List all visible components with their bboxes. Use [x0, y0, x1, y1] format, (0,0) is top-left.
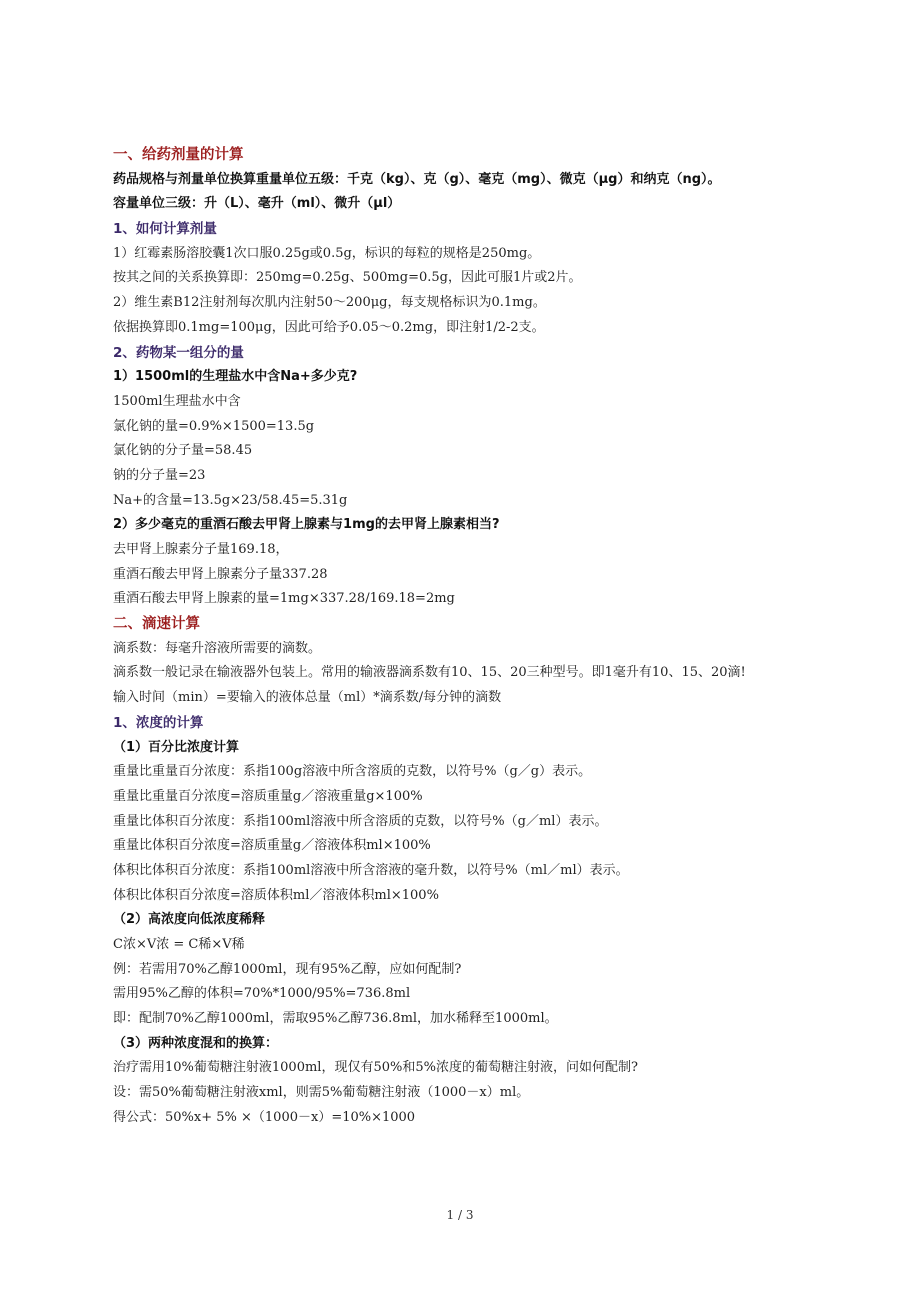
paragraph: 按其之间的关系换算即：250mg=0.25g、500mg=0.5g，因此可服1片或2片。	[113, 270, 582, 286]
paragraph: 钠的分子量=23	[113, 467, 206, 483]
paragraph: 依据换算即0.1mg=100μg，因此可给予0.05～0.2mg，即注射1/2-2支。	[113, 319, 545, 335]
paragraph: 1500ml生理盐水中含	[113, 393, 241, 409]
paragraph: 体积比体积百分浓度=溶质体积ml／溶液体积ml×100%	[113, 887, 439, 903]
section-heading: 一、给药剂量的计算	[113, 147, 244, 163]
paragraph: 重酒石酸去甲肾上腺素分子量337.28	[113, 566, 328, 582]
paragraph: 滴系数一般记录在输液器外包装上。常用的输液器滴系数有10、15、20三种型号。即1毫升有10、15、20滴!	[113, 665, 746, 681]
section-heading: 二、滴速计算	[113, 616, 200, 633]
bold-paragraph: （2）高浓度向低浓度稀释	[113, 912, 266, 928]
bold-paragraph: 药品规格与剂量单位换算重量单位五级：千克（kg）、克（g）、毫克（mg）、微克（μg）和纳克（ng）。	[113, 171, 721, 187]
bold-paragraph: 2）多少毫克的重酒石酸去甲肾上腺素与1mg的去甲肾上腺素相当?	[113, 517, 500, 533]
bold-paragraph: （1）百分比浓度计算	[113, 739, 240, 755]
page-number: 1 / 3	[446, 1208, 474, 1222]
paragraph: 即：配制70%乙醇1000ml，需取95%乙醇736.8ml，加水稀释至1000ml。	[113, 1011, 558, 1027]
bold-paragraph: （3）两种浓度混和的换算：	[113, 1035, 279, 1051]
paragraph: 重量比重量百分浓度=溶质重量g／溶液重量g×100%	[113, 788, 423, 804]
paragraph: 治疗需用10%葡萄糖注射液1000ml，现仅有50%和5%浓度的葡萄糖注射液，问如何配制?	[113, 1060, 638, 1076]
paragraph: 设：需50%葡萄糖注射液xml，则需5%葡萄糖注射液（1000－x）ml。	[113, 1085, 530, 1101]
paragraph: 2）维生素B12注射剂每次肌内注射50～200μg，每支规格标识为0.1mg。	[113, 295, 546, 311]
paragraph: 体积比体积百分浓度：系指100ml溶液中所含溶液的毫升数，以符号%（ml／ml）表示。	[113, 862, 629, 878]
paragraph: 重量比重量百分浓度：系指100g溶液中所含溶质的克数，以符号%（g／g）表示。	[113, 764, 592, 780]
document-body	[113, 143, 813, 1131]
paragraph: 滴系数：每毫升溶液所需要的滴数。	[113, 640, 322, 656]
paragraph: 需用95%乙醇的体积=70%*1000/95%=736.8ml	[113, 986, 411, 1002]
paragraph: 得公式：50%x+ 5% ×（1000－x）=10%×1000	[113, 1109, 416, 1125]
paragraph: 1）红霉素肠溶胶囊1次口服0.25g或0.5g，标识的每粒的规格是250mg。	[113, 245, 541, 261]
paragraph: 氯化钠的分子量=58.45	[113, 443, 253, 459]
subsection-heading: 2、药物某一组分的量	[113, 344, 244, 361]
paragraph: 去甲肾上腺素分子量169.18，	[113, 542, 289, 557]
subsection-heading: 1、浓度的计算	[113, 714, 204, 731]
paragraph: Na+的含量=13.5g×23/58.45=5.31g	[113, 492, 348, 508]
bold-paragraph: 容量单位三级：升（L）、毫升（ml）、微升（μl）	[113, 196, 401, 212]
paragraph: 重量比体积百分浓度：系指100ml溶液中所含溶质的克数，以符号%（g／ml）表示。	[113, 813, 608, 829]
paragraph: 氯化钠的量=0.9%×1500=13.5g	[113, 418, 315, 434]
paragraph: 重酒石酸去甲肾上腺素的量=1mg×337.28/169.18=2mg	[113, 591, 455, 607]
bold-paragraph: 1）1500ml的生理盐水中含Na+多少克?	[113, 369, 358, 385]
paragraph: 例：若需用70%乙醇1000ml，现有95%乙醇，应如何配制?	[113, 961, 462, 977]
paragraph: 输入时间（min）=要输入的液体总量（ml）*滴系数/每分钟的滴数	[113, 690, 502, 706]
paragraph: 重量比体积百分浓度=溶质重量g／溶液体积ml×100%	[113, 838, 431, 854]
paragraph: C浓×V浓 = C稀×V稀	[113, 937, 245, 952]
subsection-heading: 1、如何计算剂量	[113, 221, 217, 238]
